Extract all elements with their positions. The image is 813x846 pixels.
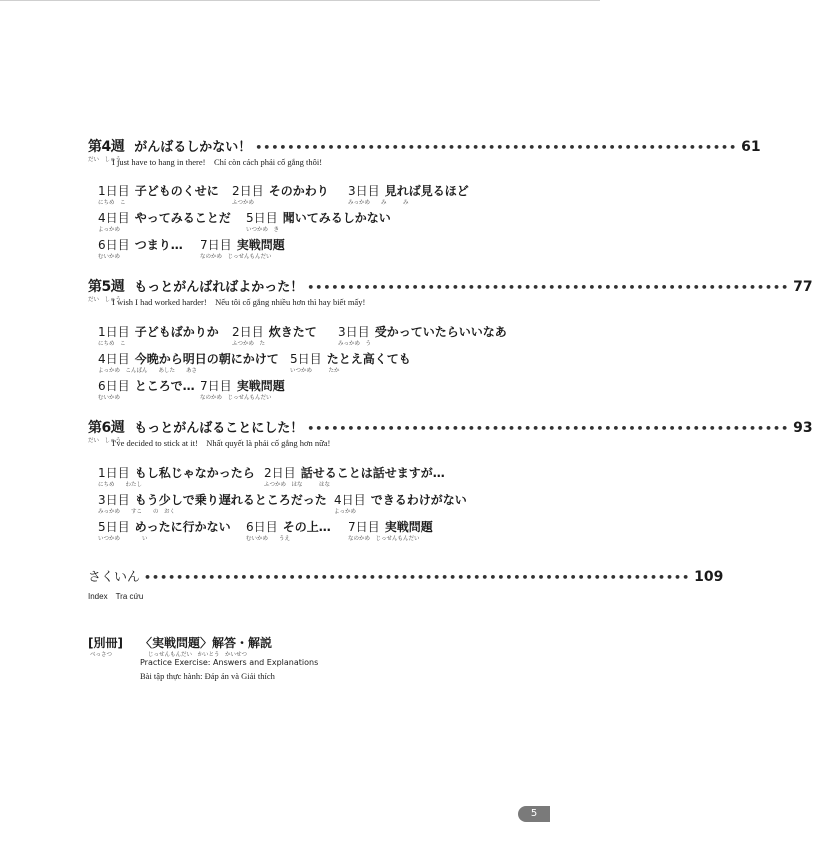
lesson-title: 聞いてみるしかない bbox=[282, 211, 391, 225]
lesson-ruby: にちめ わたし bbox=[98, 482, 143, 488]
lesson-ruby: ふつかめ bbox=[232, 200, 255, 206]
lesson-ruby: ふつかめ た bbox=[232, 341, 266, 347]
lesson-item[interactable] bbox=[98, 207, 231, 233]
lesson-item[interactable] bbox=[98, 516, 231, 542]
lesson-title: 子どものくせに bbox=[134, 184, 219, 198]
lesson-title: やってみることだ bbox=[134, 211, 231, 225]
lesson-item[interactable] bbox=[348, 180, 469, 206]
lesson-ruby: みっかめ み み bbox=[348, 200, 409, 206]
lesson-ruby: むいかめ bbox=[98, 395, 121, 401]
leader-dots: •••••••••••••••••••••••••••••••••••••••••••••••••••••••••••• bbox=[255, 141, 738, 154]
lesson-item[interactable] bbox=[348, 516, 433, 542]
lesson-item[interactable] bbox=[290, 348, 411, 374]
day-label: 3日目 bbox=[98, 493, 130, 507]
week-title: もっとがんばればよかった！ bbox=[134, 280, 304, 295]
lesson-item[interactable] bbox=[232, 180, 329, 206]
week-5-heading[interactable] bbox=[88, 276, 813, 296]
day-label: 5日目 bbox=[246, 211, 278, 225]
day-label: 2日目 bbox=[264, 466, 296, 480]
lesson-title: できるわけがない bbox=[370, 493, 467, 507]
lesson-item[interactable] bbox=[264, 462, 445, 488]
leader-dots: •••••••••••••••••••••••••••••••••••••••••••••••••••••••••••• bbox=[307, 422, 790, 435]
lesson-ruby: なのかめ じっせんもんだい bbox=[200, 254, 272, 260]
day-label: 4日目 bbox=[98, 211, 130, 225]
page-number-badge: 5 bbox=[518, 806, 550, 822]
lesson-ruby: むいかめ bbox=[98, 254, 121, 260]
lesson-ruby: むいかめ うえ bbox=[246, 536, 291, 542]
lesson-title: そのかわり bbox=[268, 184, 329, 198]
week-subtitle: I just have to hang in there! Chỉ còn cách phải cố gắng thôi! bbox=[112, 157, 323, 167]
lesson-title: 見れば見るほど bbox=[384, 184, 469, 198]
lesson-title: 話せることは話せますが… bbox=[300, 466, 445, 480]
week-subtitle: I wish I had worked harder! Nếu tôi cố gắng nhiều hơn thì hay biết mấy! bbox=[112, 297, 366, 307]
week-ruby: だい しゅう bbox=[88, 297, 122, 303]
page-number: 109 bbox=[694, 569, 724, 585]
lesson-title: その上… bbox=[282, 520, 331, 534]
lesson-item[interactable] bbox=[98, 489, 327, 515]
day-label: 1日目 bbox=[98, 466, 130, 480]
week-ruby: だい しゅう bbox=[88, 438, 122, 444]
lesson-ruby: いつかめ たか bbox=[290, 368, 340, 374]
week-title: がんばるしかない！ bbox=[134, 140, 252, 155]
day-label: 6日目 bbox=[98, 379, 130, 393]
lesson-item[interactable] bbox=[246, 207, 391, 233]
day-label: 7日目 bbox=[200, 238, 232, 252]
day-label: 2日目 bbox=[232, 325, 264, 339]
lesson-item[interactable] bbox=[98, 375, 195, 401]
lesson-ruby: よっかめ bbox=[334, 509, 357, 515]
lesson-title: ところで… bbox=[134, 379, 195, 393]
lesson-title: 実戦問題 bbox=[236, 238, 285, 252]
lesson-title: 今晩から明日の朝にかけて bbox=[134, 352, 279, 366]
supplement-title-ruby: じっせんもんだい かいとう かいせつ bbox=[148, 652, 248, 658]
top-rule bbox=[0, 0, 600, 1]
lesson-title: つまり… bbox=[134, 238, 183, 252]
lesson-ruby: みっかめ う bbox=[338, 341, 372, 347]
day-label: 5日目 bbox=[290, 352, 322, 366]
day-label: 7日目 bbox=[348, 520, 380, 534]
lesson-title: 実戦問題 bbox=[384, 520, 433, 534]
day-label: 6日目 bbox=[246, 520, 278, 534]
lesson-ruby: よっかめ こんばん あした あさ bbox=[98, 368, 198, 374]
week-4-heading[interactable] bbox=[88, 136, 761, 156]
lesson-title: めったに行かない bbox=[134, 520, 231, 534]
lesson-title: もし私じゃなかったら bbox=[134, 466, 255, 480]
lesson-ruby: いつかめ い bbox=[98, 536, 148, 542]
day-label: 6日目 bbox=[98, 238, 130, 252]
lesson-title: 受かっていたらいいなあ bbox=[374, 325, 507, 339]
lesson-item[interactable] bbox=[98, 234, 183, 260]
lesson-ruby: なのかめ じっせんもんだい bbox=[200, 395, 272, 401]
index-title: さくいん bbox=[88, 570, 141, 585]
lesson-ruby: ふつかめ はな はな bbox=[264, 482, 331, 488]
week-4-section bbox=[88, 136, 761, 168]
lesson-item[interactable] bbox=[200, 375, 285, 401]
lesson-title: もう少しで乗り遅れるところだった bbox=[134, 493, 327, 507]
index-section bbox=[88, 566, 724, 602]
day-label: 1日目 bbox=[98, 184, 130, 198]
day-label: 4日目 bbox=[98, 352, 130, 366]
lesson-item[interactable] bbox=[338, 321, 507, 347]
lesson-item[interactable] bbox=[334, 489, 467, 515]
day-label: 2日目 bbox=[232, 184, 264, 198]
lesson-title: 子どもばかりか bbox=[134, 325, 219, 339]
index-subtitle: Index Tra cứu bbox=[88, 592, 144, 601]
lesson-item[interactable] bbox=[246, 516, 331, 542]
week-number: 第4週 bbox=[88, 139, 125, 155]
lesson-ruby: にちめ こ bbox=[98, 200, 126, 206]
lesson-title: 炊きたて bbox=[268, 325, 317, 339]
leader-dots: •••••••••••••••••••••••••••••••••••••••••••••••••••••••••••••••••••• bbox=[144, 571, 691, 584]
day-label: 5日目 bbox=[98, 520, 130, 534]
day-label: 1日目 bbox=[98, 325, 130, 339]
lesson-item[interactable] bbox=[98, 180, 219, 206]
lesson-item[interactable] bbox=[98, 348, 279, 374]
lesson-item[interactable] bbox=[200, 234, 285, 260]
lesson-item[interactable] bbox=[232, 321, 317, 347]
page-number: 93 bbox=[793, 420, 813, 436]
lesson-ruby: いつかめ き bbox=[246, 227, 280, 233]
week-number: 第5週 bbox=[88, 279, 125, 295]
supplement-label: [別冊] bbox=[88, 636, 123, 650]
lesson-ruby: なのかめ じっせんもんだい bbox=[348, 536, 420, 542]
supplement-title[interactable]: 〈実戦問題〉解答・解説 bbox=[140, 636, 273, 650]
page-number: 61 bbox=[741, 139, 761, 155]
index-heading[interactable] bbox=[88, 566, 724, 585]
week-title: もっとがんばることにした！ bbox=[134, 421, 304, 436]
lesson-ruby: よっかめ bbox=[98, 227, 121, 233]
day-label: 3日目 bbox=[338, 325, 370, 339]
week-subtitle: I've decided to stick at it! Nhất quyết là phải cố gắng hơn nữa! bbox=[112, 438, 331, 448]
week-6-heading[interactable] bbox=[88, 417, 813, 437]
lesson-item[interactable] bbox=[98, 462, 255, 488]
week-5-section bbox=[88, 276, 813, 308]
day-label: 3日目 bbox=[348, 184, 380, 198]
page-number: 77 bbox=[793, 279, 813, 295]
supplement-english: Practice Exercise: Answers and Explanations bbox=[140, 658, 319, 667]
week-6-section bbox=[88, 417, 813, 449]
lesson-title: たとえ高くても bbox=[326, 352, 411, 366]
lesson-ruby: みっかめ すこ の おく bbox=[98, 509, 176, 515]
lesson-title: 実戦問題 bbox=[236, 379, 285, 393]
supplement-vietnamese: Bài tập thực hành: Đáp án và Giải thích bbox=[140, 671, 275, 681]
week-number: 第6週 bbox=[88, 420, 125, 436]
week-ruby: だい しゅう bbox=[88, 157, 122, 163]
day-label: 4日目 bbox=[334, 493, 366, 507]
day-label: 7日目 bbox=[200, 379, 232, 393]
supplement-label-ruby: べっさつ bbox=[90, 652, 113, 658]
leader-dots: •••••••••••••••••••••••••••••••••••••••••••••••••••••••••••• bbox=[307, 281, 790, 294]
lesson-item[interactable] bbox=[98, 321, 219, 347]
lesson-ruby: にちめ こ bbox=[98, 341, 126, 347]
